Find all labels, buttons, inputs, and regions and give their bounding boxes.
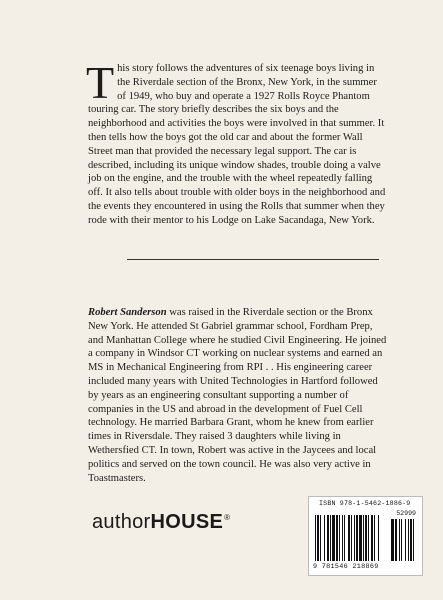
synopsis-text: his story follows the adventures of six teenage boys living in the Riverdale section of the Bronx, New York, in the summer of 1949, who buy and operate a 1927 Rolls Royce Phantom touring car. The story briefly describes the six boys and the neighborhood and activities the boys were involved in that summer. It then tells how the boys got the old car and about the former Wall Street man that provided the necessary legal support. The car is described, including its unique window shades, trouble doing a valve job on the engine, and the trouble with the wheel repeatedly falling off. It also tells about trouble with older boys in the neighborhood and the events they encountered in using the Rolls that summer when they rode with their mentor to his Lodge on Lake Sacandaga, New York.	[88, 63, 386, 226]
publisher-logo	[92, 511, 230, 534]
registered-mark: ®	[224, 513, 231, 523]
logo-house-text: HOUSE	[150, 511, 224, 533]
author-name: Robert Sanderson	[88, 307, 167, 318]
isbn-barcode	[308, 496, 423, 576]
price-code: 52999	[396, 510, 416, 517]
section-divider	[127, 259, 379, 260]
author-bio	[88, 306, 388, 485]
barcode-bars	[315, 509, 417, 563]
barcode-number: 9 781546 218869	[313, 563, 379, 571]
logo-author-text: author	[92, 511, 151, 533]
synopsis-paragraph	[86, 57, 388, 228]
isbn-label: ISBN 978-1-5462-1886-9	[319, 500, 411, 507]
drop-cap: T	[86, 57, 115, 108]
author-bio-text: was raised in the Riverdale section or the Bronx New York. He attended St Gabriel grammar school, Fordham Prep, and Manhattan College where he studied Civil Engineering. He joined a company in Windsor CT working on nuclear systems and earned an MS in Mechanical Engineering from RPI . . His engineering career included many years with United Technologies in Hartford followed by years as an engineering consultant supporting a number of companies in the US and abroad in the development of Fuel Cell technology. He married Barbara Grant, whom he knew from earlier times in Riversdale. They raised 3 daughters while living in Wethersfied CT. In town, Robert was active in the Jaycees and local politics and served on the town council. He was also very active in Toastmasters.	[88, 307, 387, 484]
